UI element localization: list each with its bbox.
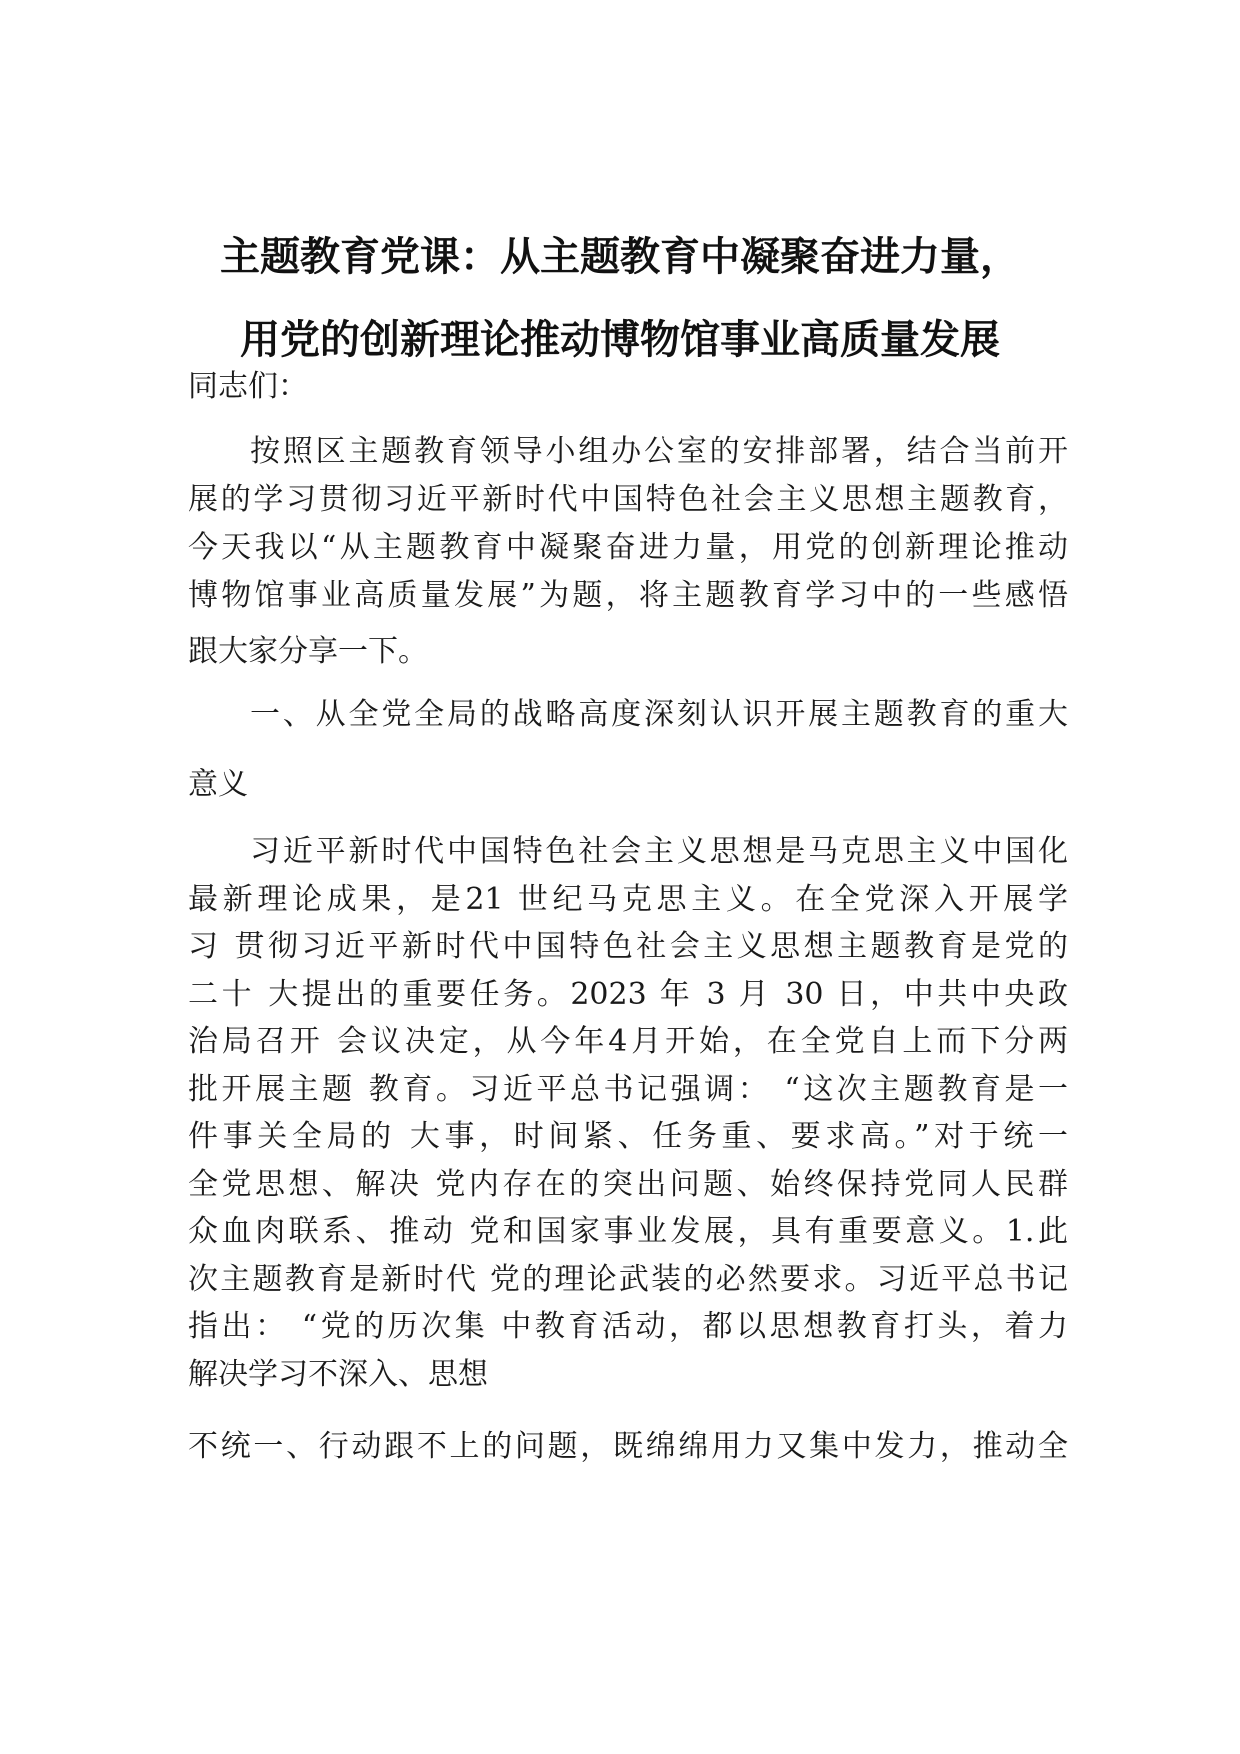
- section-heading-line: 意义: [188, 767, 248, 802]
- paragraph-line: 批开展主题 教育。习近平总书记强调： “这次主题教育是一: [188, 1072, 1068, 1107]
- paragraph-line: 博物馆事业高质量发展”为题，将主题教育学习中的一些感悟: [188, 578, 1068, 613]
- paragraph-line: 二十 大提出的重要任务。2023 年 3 月 30 日，中共中央政: [188, 977, 1068, 1012]
- paragraph-line: 展的学习贯彻习近平新时代中国特色社会主义思想主题教育，: [188, 482, 1068, 517]
- paragraph-line: 众血肉联系、推动 党和国家事业发展，具有重要意义。1.此: [188, 1214, 1068, 1249]
- paragraph-line: 按照区主题教育领导小组办公室的安排部署，结合当前开: [250, 434, 1068, 469]
- paragraph-line: 习近平新时代中国特色社会主义思想是马克思主义中国化: [250, 834, 1068, 869]
- salutation: 同志们：: [188, 369, 308, 404]
- paragraph-line: 最新理论成果，是21 世纪马克思主义。在全党深入开展学: [188, 882, 1068, 917]
- document-title-line-2: 用党的创新理论推动博物馆事业高质量发展: [240, 317, 1000, 363]
- paragraph-line: 次主题教育是新时代 党的理论武装的必然要求。习近平总书记: [188, 1262, 1068, 1297]
- paragraph-line: 件事关全局的 大事，时间紧、任务重、要求高。”对于统一: [188, 1119, 1068, 1154]
- paragraph-line: 不统一、行动跟不上的问题，既绵绵用力又集中发力，推动全: [188, 1429, 1068, 1464]
- paragraph-line: 指出： “党的历次集 中教育活动，都以思想教育打头，着力: [188, 1309, 1068, 1344]
- paragraph-line: 今天我以“从主题教育中凝聚奋进力量，用党的创新理论推动: [188, 530, 1068, 565]
- section-heading-line: 一、从全党全局的战略高度深刻认识开展主题教育的重大: [250, 697, 1068, 732]
- paragraph-line: 解决学习不深入、思想: [188, 1357, 488, 1392]
- paragraph-line: 跟大家分享一下。: [188, 634, 428, 669]
- paragraph-line: 习 贯彻习近平新时代中国特色社会主义思想主题教育是党的: [188, 929, 1068, 964]
- paragraph-line: 治局召开 会议决定，从今年4月开始，在全党自上而下分两: [188, 1024, 1068, 1059]
- paragraph-line: 全党思想、解决 党内存在的突出问题、始终保持党同人民群: [188, 1167, 1068, 1202]
- document-title-line-1: 主题教育党课：从主题教育中凝聚奋进力量，: [220, 234, 1020, 280]
